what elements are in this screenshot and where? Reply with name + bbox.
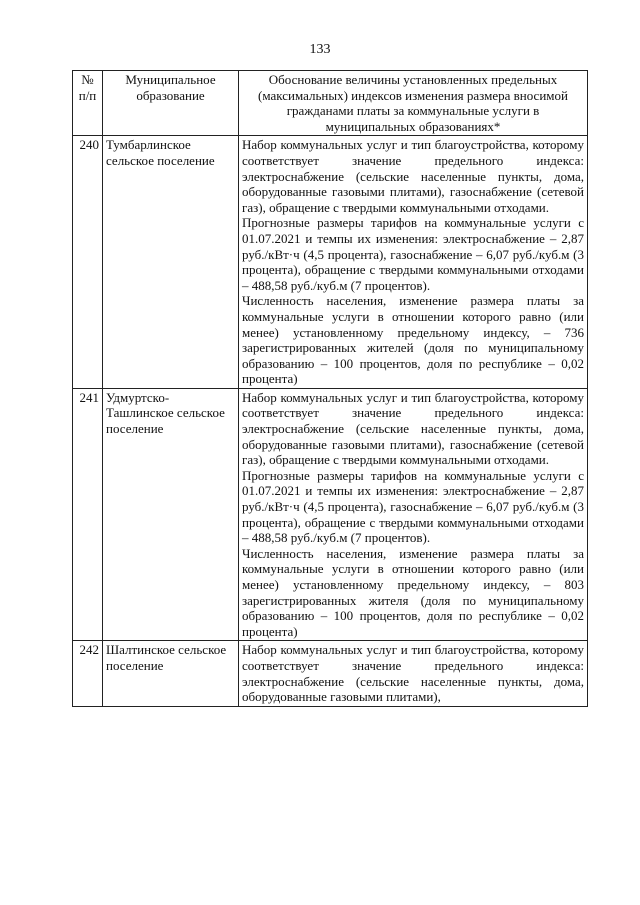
- table-header-row: [73, 71, 588, 136]
- page-number: 133: [309, 42, 331, 57]
- paragraph-tariffs: Прогнозные размеры тарифов на коммунальные услуги с 01.07.2021 и темпы их изменения: электроснабжение – 2,87 руб./кВт·ч (4,5 процента), газоснабжение – 6,07 руб./куб.м (3 процента), обращение с твердыми коммунальными отходами – 488,58 руб./куб.м (7 процентов).: [242, 467, 584, 546]
- municipality-name: Шалтинское сельское поселение: [103, 641, 239, 706]
- header-num: № п/п: [73, 71, 103, 136]
- municipal-index-table: [72, 70, 588, 707]
- justification-cell: [239, 641, 588, 706]
- paragraph-services: Набор коммунальных услуг и тип благоустройства, которому соответствует значение предельного индекса: электроснабжение (сельские населенные пункты, дома, оборудованные газовыми плитами), газоснабжение (сетевой газ), обращение с твердыми коммунальными отходами.: [242, 389, 584, 468]
- justification-cell: [239, 388, 588, 641]
- paragraph-population: Численность населения, изменение размера платы за коммунальные услуги в отношении которого равно (или менее) установленному предельному индексу, – 736 зарегистрированных жителей (доля по муниципальному образованию – 100 процентов, доля по республике – 0,02 процента): [242, 293, 584, 387]
- table-row: [73, 388, 588, 641]
- paragraph-tariffs: Прогнозные размеры тарифов на коммунальные услуги с 01.07.2021 и темпы их изменения: электроснабжение – 2,87 руб./кВт·ч (4,5 процента), газоснабжение – 6,07 руб./куб.м (3 процента), обращение с твердыми коммунальными отходами – 488,58 руб./куб.м (7 процентов).: [242, 215, 584, 293]
- paragraph-population: Численность населения, изменение размера платы за коммунальные услуги в отношении которого равно (или менее) установленному предельному индексу, – 803 зарегистрированных жителя (доля по муниципальному образованию – 100 процентов, доля по республике – 0,02 процента): [242, 545, 584, 639]
- row-number: 242: [73, 641, 103, 706]
- header-justification: Обоснование величины установленных предельных (максимальных) индексов изменения размера вносимой гражданами платы за коммунальные услуги в муниципальных образованиях*: [239, 71, 588, 136]
- row-number: 241: [73, 388, 103, 641]
- header-municipality: Муниципальное образование: [103, 71, 239, 136]
- table-row: [73, 136, 588, 389]
- table-row: [73, 641, 588, 706]
- municipality-name: Удмуртско-Ташлинское сельское поселение: [103, 388, 239, 641]
- justification-cell: [239, 136, 588, 389]
- paragraph-services: Набор коммунальных услуг и тип благоустройства, которому соответствует значение предельного индекса: электроснабжение (сельские населенные пункты, дома, оборудованные газовыми плитами), газоснабжение (сетевой газ), обращение с твердыми коммунальными отходами.: [242, 137, 584, 215]
- municipality-name: Тумбарлинское сельское поселение: [103, 136, 239, 389]
- paragraph-services: Набор коммунальных услуг и тип благоустройства, которому соответствует значение предельного индекса: электроснабжение (сельские населенные пункты, дома, оборудованные газовыми плитами),: [242, 642, 584, 705]
- row-number: 240: [73, 136, 103, 389]
